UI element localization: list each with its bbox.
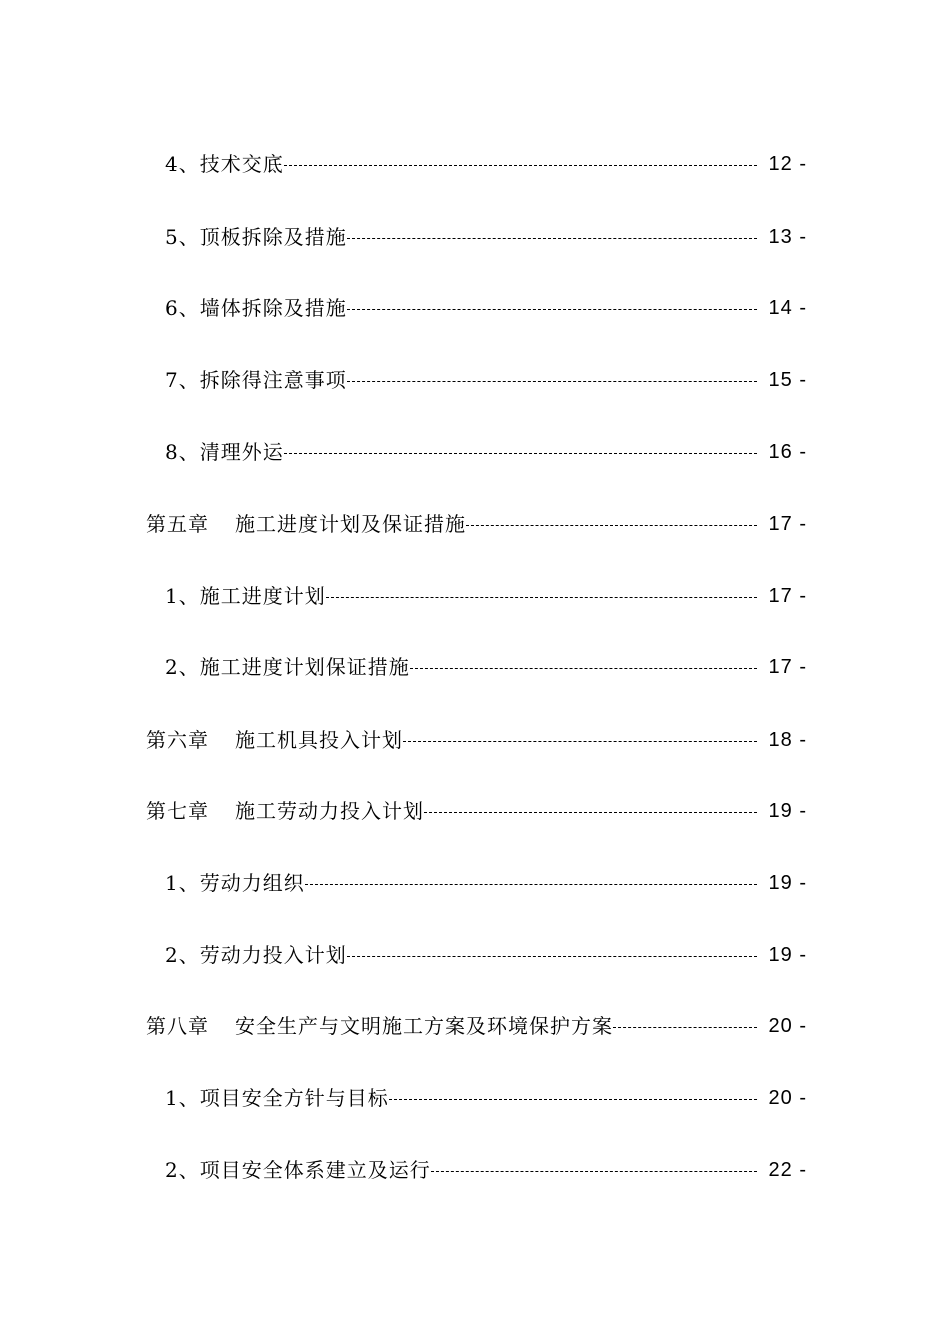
- toc-entry[interactable]: [165, 147, 807, 181]
- dotted-leader: [284, 165, 757, 166]
- toc-entry-title: 2、劳动力投入计划: [165, 943, 347, 967]
- toc-entry-title: 5、顶板拆除及措施: [165, 225, 347, 249]
- dotted-leader: [347, 956, 757, 957]
- toc-entry-title: 2、项目安全体系建立及运行: [165, 1158, 431, 1182]
- dotted-leader: [347, 381, 757, 382]
- dotted-leader: [389, 1099, 757, 1100]
- toc-entry[interactable]: [165, 866, 807, 900]
- toc-entry-title: 6、墙体拆除及措施: [165, 296, 347, 320]
- dotted-leader: [613, 1027, 757, 1028]
- toc-entry[interactable]: [165, 1153, 807, 1187]
- toc-chapter-entry[interactable]: [146, 1009, 807, 1043]
- toc-page-number: 19 -: [768, 944, 807, 966]
- toc-page-number: 16 -: [768, 441, 807, 463]
- chapter-number: 第五章: [146, 512, 209, 536]
- toc-entry-title: 2、施工进度计划保证措施: [165, 655, 410, 679]
- dotted-leader: [284, 453, 757, 454]
- toc-chapter-entry[interactable]: [146, 794, 807, 828]
- toc-page-number: 15 -: [768, 369, 807, 391]
- chapter-title: 施工进度计划及保证措施: [235, 512, 466, 536]
- toc-entry[interactable]: [165, 363, 807, 397]
- toc-chapter-entry[interactable]: [146, 507, 807, 541]
- toc-chapter-entry[interactable]: [146, 723, 807, 757]
- toc-page-number: 17 -: [768, 585, 807, 607]
- toc-entry-title: [146, 507, 466, 541]
- toc-page-number: 22 -: [768, 1159, 807, 1181]
- toc-entry-title: [146, 794, 424, 828]
- toc-page-number: 17 -: [768, 656, 807, 678]
- dotted-leader: [424, 812, 757, 813]
- toc-page-number: 18 -: [768, 729, 807, 751]
- dotted-leader: [410, 668, 757, 669]
- chapter-number: 第八章: [146, 1014, 209, 1038]
- toc-page-number: 13 -: [768, 226, 807, 248]
- toc-entry[interactable]: [165, 220, 807, 254]
- chapter-title: 安全生产与文明施工方案及环境保护方案: [235, 1014, 613, 1038]
- toc-entry[interactable]: [165, 650, 807, 684]
- toc-entry[interactable]: [165, 435, 807, 469]
- toc-entry-title: 8、清理外运: [165, 440, 284, 464]
- toc-page-number: 12 -: [768, 153, 807, 175]
- toc-page-number: 20 -: [768, 1087, 807, 1109]
- toc-entry-title: [146, 1009, 613, 1043]
- toc-entry[interactable]: [165, 938, 807, 972]
- toc-entry[interactable]: [165, 1081, 807, 1115]
- toc-entry[interactable]: [165, 291, 807, 325]
- toc-entry-title: 1、施工进度计划: [165, 584, 326, 608]
- chapter-number: 第七章: [146, 799, 209, 823]
- toc-entry-title: 1、项目安全方针与目标: [165, 1086, 389, 1110]
- dotted-leader: [305, 884, 757, 885]
- chapter-title: 施工劳动力投入计划: [235, 799, 424, 823]
- chapter-title: 施工机具投入计划: [235, 728, 403, 752]
- toc-page-number: 19 -: [768, 872, 807, 894]
- dotted-leader: [326, 597, 757, 598]
- dotted-leader: [403, 741, 757, 742]
- toc-page-number: 14 -: [768, 297, 807, 319]
- dotted-leader: [466, 525, 757, 526]
- dotted-leader: [347, 309, 757, 310]
- toc-entry-title: 7、拆除得注意事项: [165, 368, 347, 392]
- toc-page-number: 17 -: [768, 513, 807, 535]
- toc-page-number: 19 -: [768, 800, 807, 822]
- toc-entry-title: [146, 723, 403, 757]
- toc-page-number: 20 -: [768, 1015, 807, 1037]
- toc-entry-title: 1、劳动力组织: [165, 871, 305, 895]
- toc-entry[interactable]: [165, 579, 807, 613]
- toc-entry-title: 4、技术交底: [165, 152, 284, 176]
- chapter-number: 第六章: [146, 728, 209, 752]
- dotted-leader: [431, 1171, 757, 1172]
- dotted-leader: [347, 238, 757, 239]
